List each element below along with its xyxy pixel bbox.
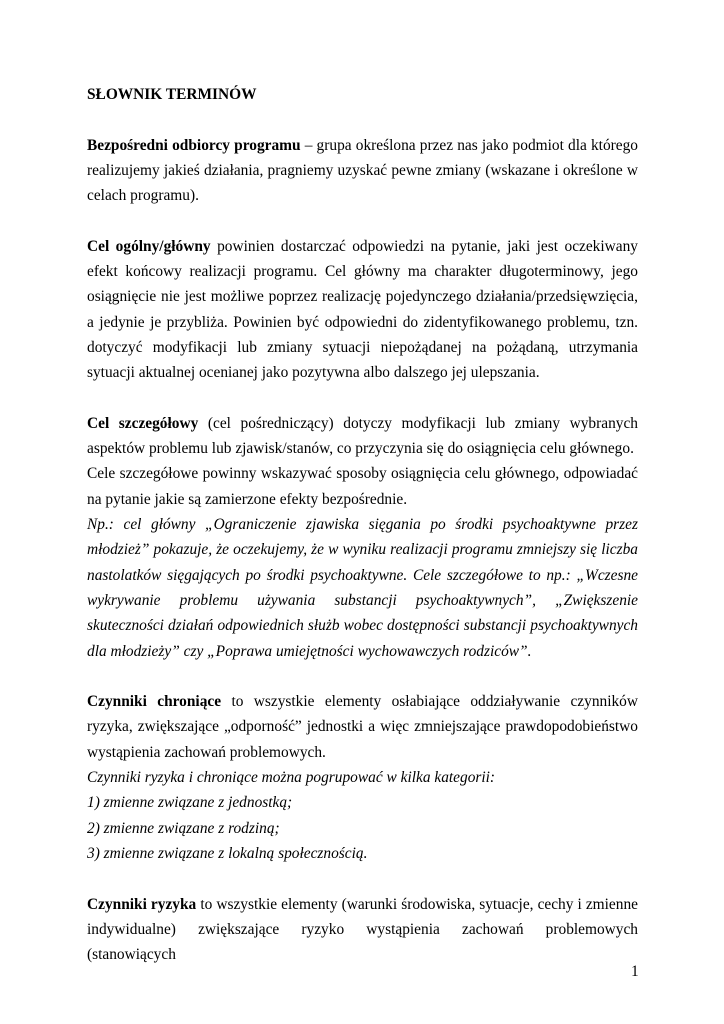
entry-term: Bezpośredni odbiorcy programu <box>87 136 301 154</box>
entry-cel-ogolny <box>87 234 638 386</box>
entry-example: Np.: cel główny „Ograniczenie zjawiska sięgania po środki psychoaktywne przez młodzież” pokazuje, że oczekujemy, że w wyniku realizacji programu zmniejszy się liczba nastolatków sięgających po środki psychoaktywne. Cele szczegółowe to np.: „Wczesne wykrywanie problemu używania substancji psychoaktywnych”, „Zwiększenie skuteczności działań odpowiednich służb wobec dostępności substancji psychoaktywnych dla młodzieży” czy „Poprawa umiejętności wychowawczych rodziców”. <box>87 516 638 660</box>
entry-term: Cel szczegółowy <box>87 414 199 432</box>
italic-line: Czynniki ryzyka i chroniące można pogrupować w kilka kategorii: <box>87 769 496 787</box>
entry-term: Czynniki chroniące <box>87 693 222 711</box>
italic-line: 1) zmienne związane z jednostką; <box>87 794 293 812</box>
entry-definition: – grupa określona przez nas jako podmiot dla którego realizujemy jakieś działania, pragniemy uzyskać pewne zmiany (wskazane i określone w celach programu). <box>87 136 638 205</box>
entry-term: Czynniki ryzyka <box>87 895 197 913</box>
italic-line: 2) zmienne związane z rodziną; <box>87 819 280 837</box>
entry-definition: powinien dostarczać odpowiedzi na pytanie, jaki jest oczekiwany efekt końcowy realizacji programu. Cel główny ma charakter długoterminowy, jego osiągnięcie nie jest możliwe poprzez realizację pojedynczego działania/przedsięwzięcia, a jedynie je przybliża. Powinien być odpowiedni do zidentyfikowanego problemu, tzn. dotyczyć modyfikacji lub zmiany sytuacji niepożądanej na pożądaną, utrzymania sytuacji aktualnej ocenianej jako pozytywna albo dalszego jej ulepszania. <box>87 237 638 382</box>
entry-cel-szczegolowy <box>87 411 638 462</box>
page-number: 1 <box>631 963 639 980</box>
italic-line: 3) zmienne związane z lokalną społecznością. <box>87 844 368 862</box>
entry-definition: (cel pośredniczący) dotyczy modyfikacji lub zmiany wybranych aspektów problemu lub zjawisk/stanów, co przyczynia się do osiągnięcia celu głównego. <box>87 414 639 458</box>
document-body <box>87 82 638 967</box>
entry-term: Cel ogólny/główny <box>87 237 211 255</box>
entry-bezposredni-odbiorcy <box>87 133 638 209</box>
entry-extra-text: Cele szczegółowe powinny wskazywać sposoby osiągnięcia celu głównego, odpowiadać na pytanie jakie są zamierzone efekty bezpośrednie. <box>87 465 638 508</box>
entry-definition: to wszystkie elementy (warunki środowiska, sytuacje, cechy i zmienne indywidualne) zwiększające ryzyko wystąpienia zachowań problemowych (stanowiących <box>87 895 638 964</box>
page-title: SŁOWNIK TERMINÓW <box>87 86 257 103</box>
entry-czynniki-chroniace <box>87 689 638 765</box>
entry-definition: to wszystkie elementy osłabiające oddziaływanie czynników ryzyka, zwiększające „odporność” jednostki a więc zmniejszające prawdopodobieństwo wystąpienia zachowań problemowych. <box>87 693 638 761</box>
entry-czynniki-ryzyka <box>87 892 638 968</box>
